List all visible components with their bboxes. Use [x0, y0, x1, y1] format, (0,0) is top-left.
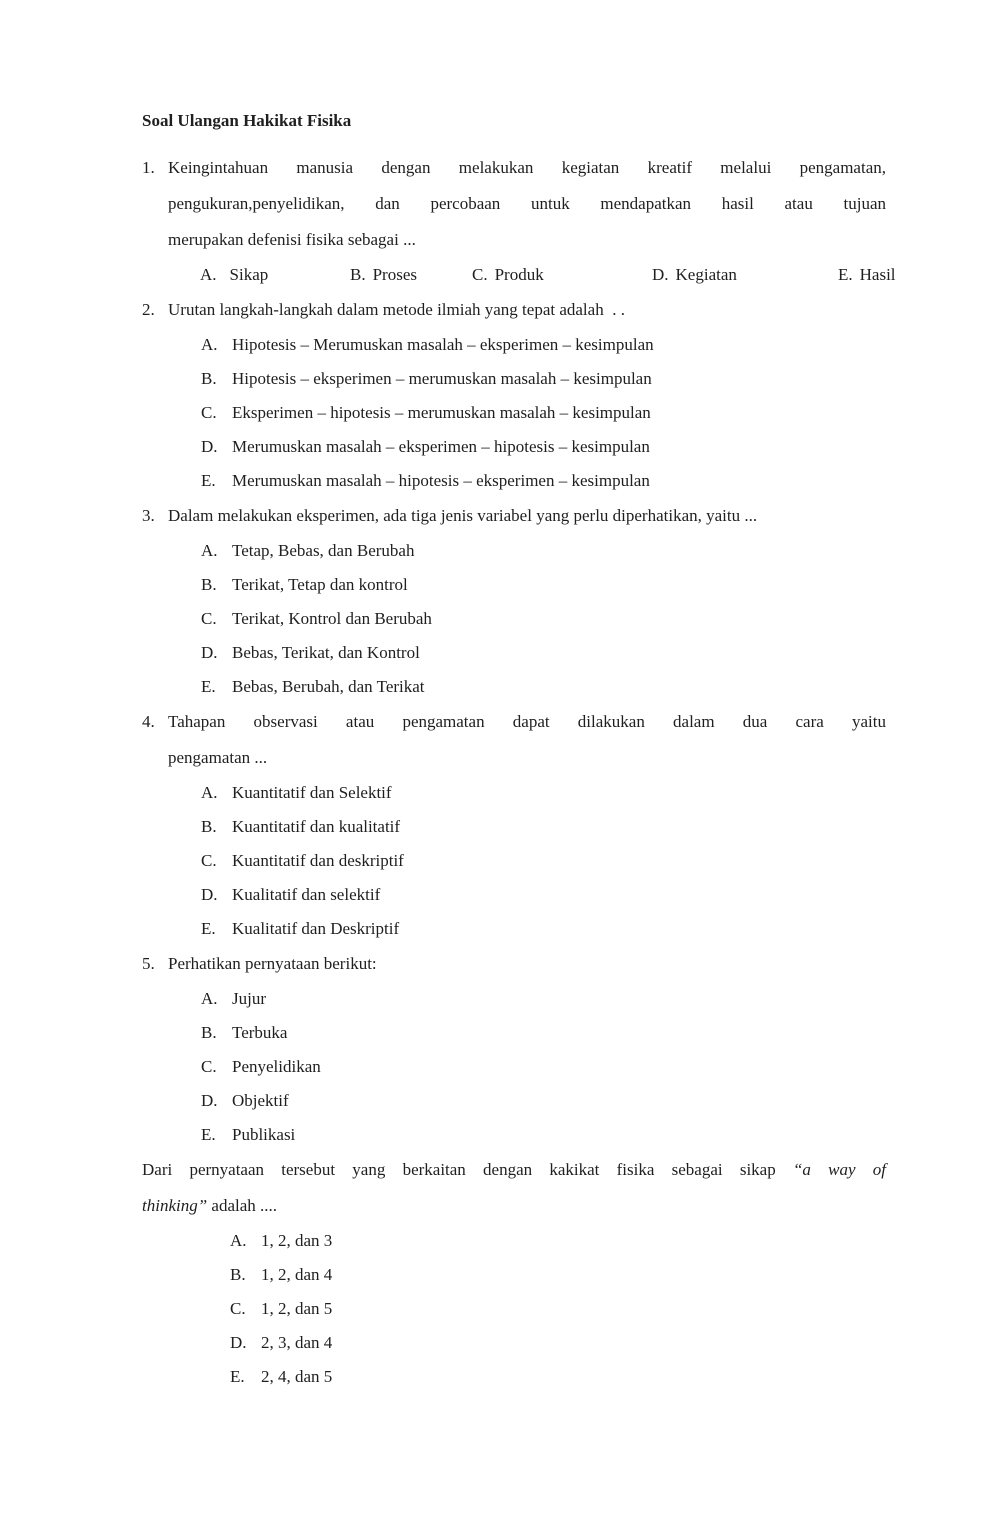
option-label: B.: [201, 817, 217, 836]
option-text: Produk: [494, 265, 544, 284]
option-text: Bebas, Terikat, dan Kontrol: [232, 643, 420, 662]
option-label: A.: [201, 335, 218, 354]
options-list: [201, 328, 886, 498]
option-label: A.: [201, 541, 218, 560]
question-number: 5.: [142, 954, 155, 973]
option-text: Terbuka: [232, 1023, 288, 1042]
options-list: [230, 1224, 886, 1394]
option-text: Kualitatif dan Deskriptif: [232, 919, 400, 938]
option-b: [201, 810, 886, 844]
question-text: Urutan langkah-langkah dalam metode ilmiah yang tepat adalah . .: [168, 300, 625, 319]
option-label: C.: [201, 851, 217, 870]
option-label: C.: [472, 265, 488, 284]
option-label: A.: [230, 1231, 247, 1250]
option-label: A.: [201, 783, 218, 802]
question-3: [142, 498, 886, 704]
option-text: Proses: [372, 265, 417, 284]
option-label: B.: [201, 369, 217, 388]
option-label: D.: [201, 437, 218, 456]
option-label: B.: [230, 1265, 246, 1284]
option-label: B.: [201, 575, 217, 594]
question-4: [142, 704, 886, 946]
option-c: [201, 602, 886, 636]
option-e: [201, 670, 886, 704]
closing-text-line: [142, 1152, 886, 1188]
option-label: D.: [201, 885, 218, 904]
option-text: 2, 3, dan 4: [261, 1333, 333, 1352]
option-text: Kuantitatif dan Selektif: [232, 783, 392, 802]
question-5: [142, 946, 886, 1152]
option-label: C.: [201, 403, 217, 422]
closing-italic-text: thinking”: [142, 1196, 208, 1215]
question-number: 4.: [142, 712, 155, 731]
option-e: [838, 258, 896, 292]
option-a: [201, 328, 886, 362]
option-label: C.: [201, 1057, 217, 1076]
option-e: [201, 912, 886, 946]
option-b: [230, 1258, 886, 1292]
option-label: D.: [201, 643, 218, 662]
option-text: Tetap, Bebas, dan Berubah: [232, 541, 415, 560]
option-label: D.: [201, 1091, 218, 1110]
option-text: 1, 2, dan 5: [261, 1299, 333, 1318]
option-d: [201, 636, 886, 670]
option-d: [230, 1326, 886, 1360]
option-c: [201, 844, 886, 878]
option-d: [652, 258, 737, 292]
option-d: [201, 430, 886, 464]
option-text: Kualitatif dan selektif: [232, 885, 381, 904]
option-c: [201, 396, 886, 430]
inline-options-row: [168, 258, 896, 292]
option-label: E.: [201, 1125, 216, 1144]
question-text: Perhatikan pernyataan berikut:: [168, 954, 377, 973]
option-text: Publikasi: [232, 1125, 296, 1144]
option-text: Objektif: [232, 1091, 289, 1110]
options-list: [201, 982, 886, 1152]
question-text-line: pengamatan ...: [168, 748, 268, 767]
option-e: [201, 1118, 886, 1152]
option-text: 2, 4, dan 5: [261, 1367, 333, 1386]
option-e: [201, 464, 886, 498]
option-label: E.: [201, 677, 216, 696]
option-a: [230, 1224, 886, 1258]
option-d: [201, 1084, 886, 1118]
question-number: 3.: [142, 506, 155, 525]
closing-text: adalah ....: [207, 1196, 278, 1215]
question-text-line: pengukuran,penyelidikan, dan percobaan untuk mendapatkan hasil atau tujuan: [168, 194, 886, 213]
option-d: [201, 878, 886, 912]
option-c: [230, 1292, 886, 1326]
option-text: Bebas, Berubah, dan Terikat: [232, 677, 425, 696]
option-text: Terikat, Tetap dan kontrol: [232, 575, 408, 594]
option-label: D.: [652, 265, 669, 284]
option-b: [201, 1016, 886, 1050]
option-text: Hipotesis – eksperimen – merumuskan masalah – kesimpulan: [232, 369, 652, 388]
option-text: Merumuskan masalah – eksperimen – hipotesis – kesimpulan: [232, 437, 650, 456]
question-text-line: merupakan defenisi fisika sebagai ...: [168, 230, 416, 249]
option-label: D.: [230, 1333, 247, 1352]
option-label: A.: [200, 265, 217, 284]
option-b: [201, 362, 886, 396]
option-text: Eksperimen – hipotesis – merumuskan masalah – kesimpulan: [232, 403, 651, 422]
question-text-line: Keingintahuan manusia dengan melakukan kegiatan kreatif melalui pengamatan,: [168, 158, 886, 177]
closing-paragraph: [142, 1152, 886, 1394]
option-a: [201, 534, 886, 568]
question-2: [142, 292, 886, 498]
question-text-line: Tahapan observasi atau pengamatan dapat dilakukan dalam dua cara yaitu: [168, 712, 886, 731]
option-text: Hasil: [859, 265, 896, 284]
option-a: [201, 776, 886, 810]
question-text: Dalam melakukan eksperimen, ada tiga jenis variabel yang perlu diperhatikan, yaitu ...: [168, 506, 758, 525]
option-text: Sikap: [229, 265, 269, 284]
question-number: 1.: [142, 158, 155, 177]
option-a: [201, 982, 886, 1016]
option-label: E.: [201, 919, 216, 938]
options-list: [201, 776, 886, 946]
option-text: Kegiatan: [675, 265, 737, 284]
option-c: [472, 258, 544, 292]
option-text: Kuantitatif dan deskriptif: [232, 851, 404, 870]
option-text: Merumuskan masalah – hipotesis – eksperimen – kesimpulan: [232, 471, 650, 490]
closing-italic-text: “a way of: [792, 1160, 886, 1179]
question-number: 2.: [142, 300, 155, 319]
option-c: [201, 1050, 886, 1084]
option-text: Jujur: [232, 989, 266, 1008]
option-b: [201, 568, 886, 602]
option-label: E.: [838, 265, 853, 284]
closing-text-line: [142, 1188, 886, 1224]
options-list: [201, 534, 886, 704]
option-label: C.: [201, 609, 217, 628]
option-b: [350, 258, 417, 292]
option-label: E.: [230, 1367, 245, 1386]
closing-text: Dari pernyataan tersebut yang berkaitan dengan kakikat fisika sebagai sikap: [142, 1160, 793, 1179]
page-title: Soal Ulangan Hakikat Fisika: [142, 111, 352, 130]
option-text: Terikat, Kontrol dan Berubah: [232, 609, 432, 628]
option-label: B.: [350, 265, 366, 284]
option-text: Penyelidikan: [232, 1057, 321, 1076]
option-a: [200, 258, 268, 292]
option-text: Kuantitatif dan kualitatif: [232, 817, 401, 836]
option-text: Hipotesis – Merumuskan masalah – eksperimen – kesimpulan: [232, 335, 654, 354]
option-e: [230, 1360, 886, 1394]
option-label: E.: [201, 471, 216, 490]
question-1: [142, 150, 896, 292]
option-label: A.: [201, 989, 218, 1008]
option-label: B.: [201, 1023, 217, 1042]
option-text: 1, 2, dan 3: [261, 1231, 333, 1250]
option-text: 1, 2, dan 4: [261, 1265, 333, 1284]
option-label: C.: [230, 1299, 246, 1318]
